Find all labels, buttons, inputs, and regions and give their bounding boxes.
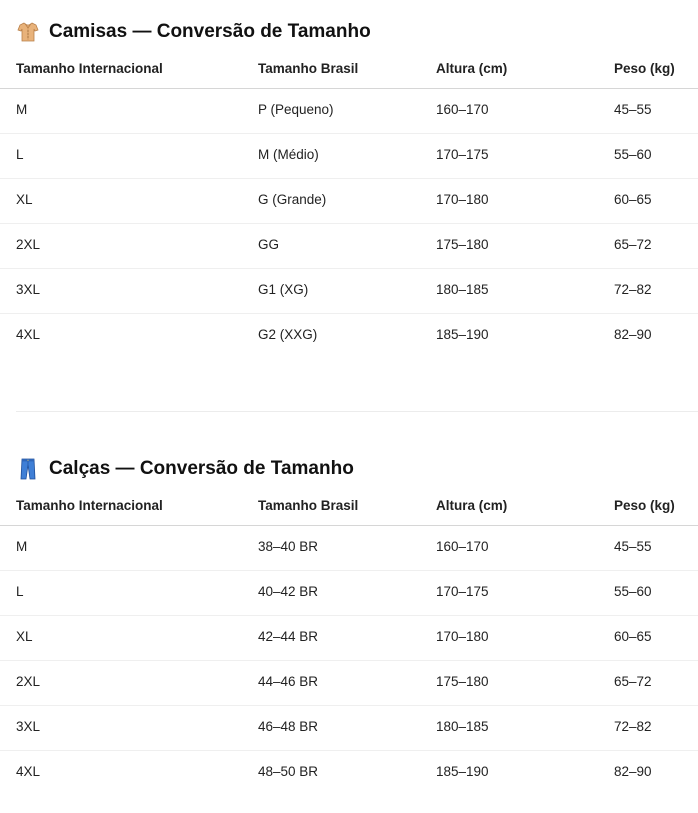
- table-row: [0, 133, 698, 179]
- cell-height: 175–180: [436, 674, 489, 689]
- cell-international: M: [16, 102, 28, 117]
- pants-col-brazil: Tamanho Brasil: [258, 498, 359, 513]
- cell-international: 4XL: [16, 764, 41, 779]
- cell-international: XL: [16, 192, 33, 207]
- table-row: [0, 313, 698, 358]
- shirts-col-international: Tamanho Internacional: [16, 61, 163, 76]
- cell-height: 170–180: [436, 192, 489, 207]
- cell-international: L: [16, 147, 24, 162]
- table-row: [0, 750, 698, 795]
- cell-weight: 72–82: [614, 719, 652, 734]
- cell-brazil: M (Médio): [258, 147, 319, 162]
- cell-international: 4XL: [16, 327, 41, 342]
- cell-height: 170–180: [436, 629, 489, 644]
- cell-brazil: 40–42 BR: [258, 584, 319, 599]
- jeans-icon: [16, 457, 40, 481]
- cell-height: 180–185: [436, 282, 489, 297]
- cell-brazil: GG: [258, 237, 280, 252]
- cell-international: 2XL: [16, 674, 41, 689]
- cell-brazil: G1 (XG): [258, 282, 309, 297]
- cell-brazil: 42–44 BR: [258, 629, 319, 644]
- cell-weight: 65–72: [614, 674, 652, 689]
- cell-brazil: 46–48 BR: [258, 719, 319, 734]
- table-row: [0, 525, 698, 571]
- table-row: [0, 178, 698, 224]
- cell-weight: 55–60: [614, 584, 652, 599]
- cell-height: 160–170: [436, 539, 489, 554]
- table-row: [0, 615, 698, 661]
- cell-weight: 72–82: [614, 282, 652, 297]
- cell-height: 160–170: [436, 102, 489, 117]
- shirts-col-brazil: Tamanho Brasil: [258, 61, 359, 76]
- pants-title-text: Calças — Conversão de Tamanho: [49, 458, 354, 479]
- shirts-title-text: Camisas — Conversão de Tamanho: [49, 21, 371, 42]
- table-row: [0, 705, 698, 751]
- cell-brazil: G (Grande): [258, 192, 327, 207]
- cell-international: XL: [16, 629, 33, 644]
- cell-weight: 60–65: [614, 629, 652, 644]
- cell-brazil: G2 (XXG): [258, 327, 318, 342]
- cell-international: 3XL: [16, 282, 41, 297]
- cell-height: 170–175: [436, 147, 489, 162]
- shirts-col-height: Altura (cm): [436, 61, 508, 76]
- cell-weight: 55–60: [614, 147, 652, 162]
- cell-height: 180–185: [436, 719, 489, 734]
- pants-title: [16, 454, 354, 484]
- cell-international: L: [16, 584, 24, 599]
- pants-col-weight: Peso (kg): [614, 498, 675, 513]
- cell-brazil: P (Pequeno): [258, 102, 334, 117]
- cell-international: M: [16, 539, 28, 554]
- shirts-col-weight: Peso (kg): [614, 61, 675, 76]
- table-row: [0, 268, 698, 314]
- cell-weight: 65–72: [614, 237, 652, 252]
- section-divider: [16, 411, 698, 412]
- cell-weight: 45–55: [614, 102, 652, 117]
- cell-height: 185–190: [436, 764, 489, 779]
- cell-international: 2XL: [16, 237, 41, 252]
- table-row: [0, 223, 698, 269]
- pants-col-height: Altura (cm): [436, 498, 508, 513]
- shirt-icon: [16, 20, 40, 44]
- cell-height: 185–190: [436, 327, 489, 342]
- table-row: [0, 660, 698, 706]
- shirts-title: [16, 17, 371, 47]
- shirts-table-header: [0, 54, 698, 89]
- cell-brazil: 44–46 BR: [258, 674, 319, 689]
- cell-weight: 45–55: [614, 539, 652, 554]
- cell-weight: 82–90: [614, 764, 652, 779]
- cell-brazil: 48–50 BR: [258, 764, 319, 779]
- cell-brazil: 38–40 BR: [258, 539, 319, 554]
- table-row: [0, 88, 698, 134]
- cell-height: 170–175: [436, 584, 489, 599]
- cell-weight: 82–90: [614, 327, 652, 342]
- table-row: [0, 570, 698, 616]
- cell-international: 3XL: [16, 719, 41, 734]
- pants-col-international: Tamanho Internacional: [16, 498, 163, 513]
- cell-weight: 60–65: [614, 192, 652, 207]
- pants-table-header: [0, 491, 698, 526]
- cell-height: 175–180: [436, 237, 489, 252]
